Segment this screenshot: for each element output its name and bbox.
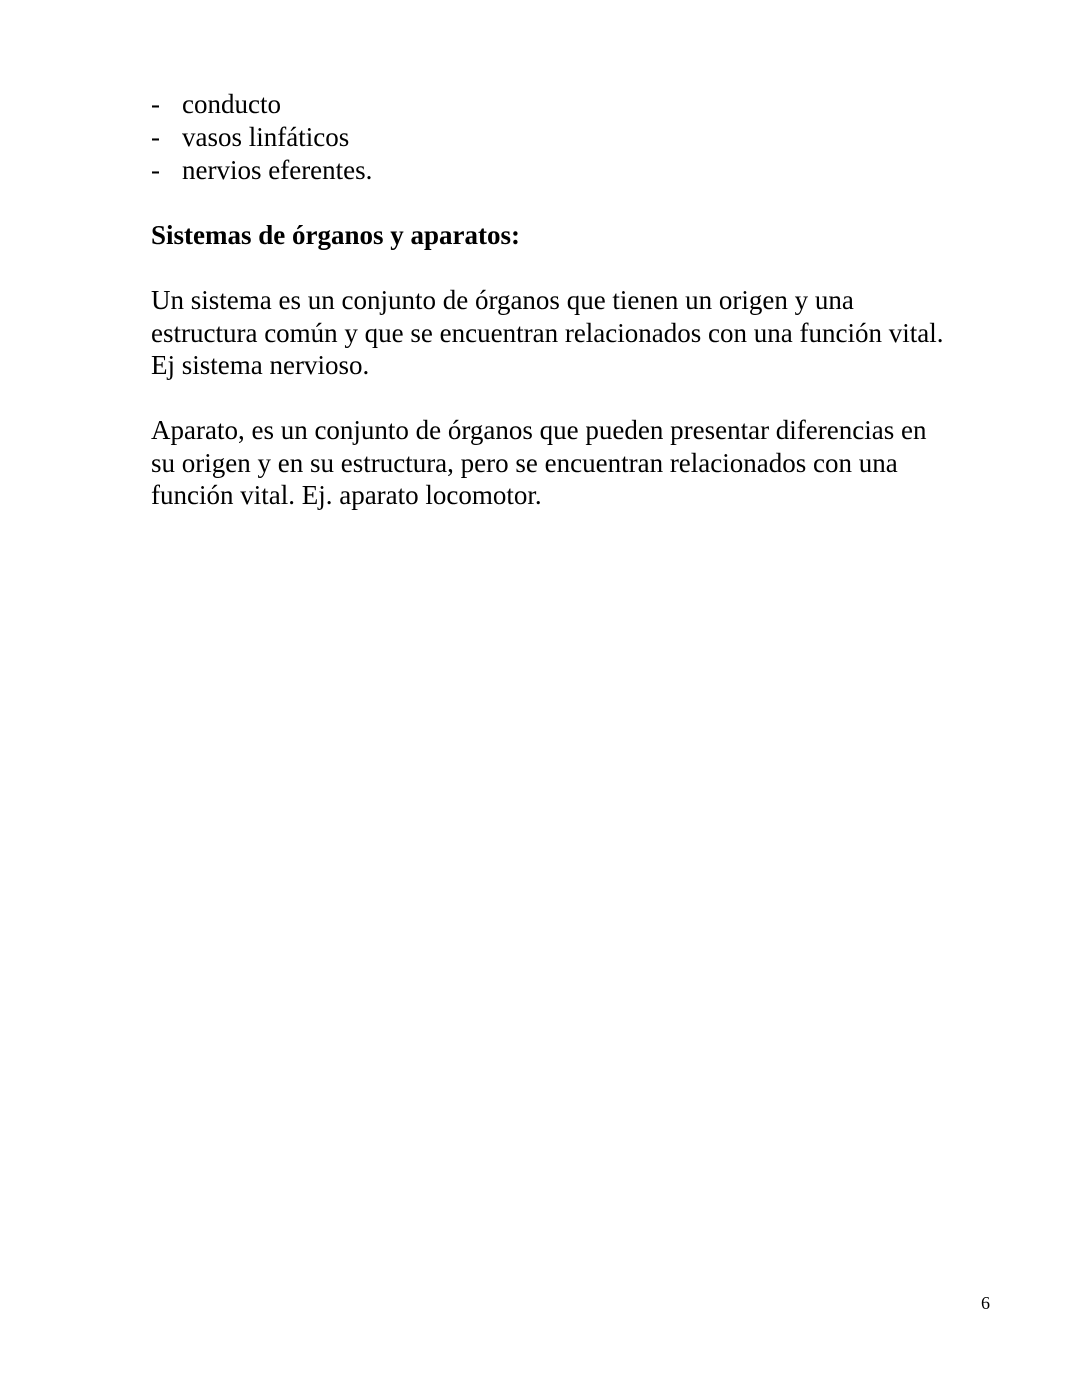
list-item [151, 121, 372, 154]
list-marker: - [151, 155, 160, 185]
list-marker: - [151, 122, 160, 152]
paragraph-line: estructura común y que se encuentran relacionados con una función vital. [151, 317, 944, 348]
list-item [151, 88, 372, 121]
list-item [151, 154, 372, 187]
bullet-list [151, 88, 372, 187]
list-item-text: vasos linfáticos [182, 122, 350, 152]
section-heading: Sistemas de órganos y aparatos: [151, 220, 520, 250]
paragraph-line: Un sistema es un conjunto de órganos que tienen un origen y una [151, 285, 854, 315]
paragraph-sistema [151, 284, 1011, 382]
paragraph-line: su origen y en su estructura, pero se encuentran relacionados con una [151, 447, 898, 478]
list-marker: - [151, 89, 160, 119]
paragraph-line: Ej sistema nervioso. [151, 350, 370, 380]
list-item-text: nervios eferentes. [182, 155, 373, 185]
paragraph-line: función vital. Ej. aparato locomotor. [151, 480, 542, 510]
page-number: 6 [981, 1293, 990, 1313]
list-item-text: conducto [182, 89, 281, 119]
paragraph-aparato [151, 414, 1011, 512]
paragraph-line: Aparato, es un conjunto de órganos que pueden presentar diferencias en [151, 415, 927, 445]
